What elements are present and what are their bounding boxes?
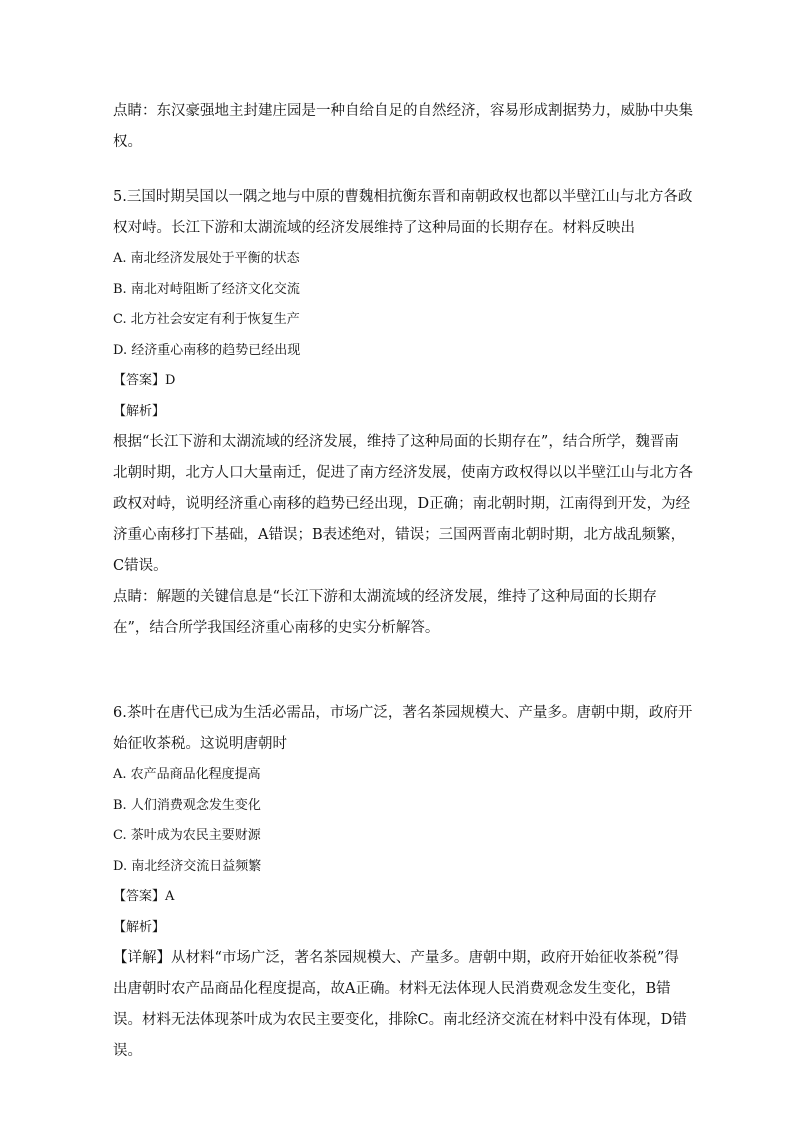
q6-analysis-label: 【解析】 (113, 919, 166, 935)
q5-option-c: C. 北方社会安定有利于恢复生产 (113, 312, 300, 327)
q6-option-c: C. 茶叶成为农民主要财源 (113, 828, 261, 843)
q5-analysis: 根据“长江下游和太湖流域的经济发展，维持了这种局面的长期存在”，结合所学，魏晋南北朝时期，北方人口大量南迁，促进了南方经济发展，使南方政权得以以半壁江山与北方各政权对峙，说明经济重心南移的趋势已经出现，D正确；南北朝时期，江南得到开发，为经济重心南移打下基础，A错误；B表述绝对，错误；三国两晋南北朝时期，北方战乱频繁，C错误。 (113, 434, 693, 574)
q6-answer (113, 882, 693, 913)
question-6 (113, 698, 693, 1067)
q5-answer (113, 366, 693, 397)
q6-option-b: B. 人们消费观念发生变化 (113, 797, 261, 813)
q6-stem: 6.茶叶在唐代已成为生活必需品，市场广泛，著名茶园规模大、产量多。唐朝中期，政府开始征收茶税。这说明唐朝时 (113, 705, 693, 752)
q5-option-b: B. 南北对峙阻断了经济文化交流 (113, 281, 300, 297)
q5-stem: 5.三国时期吴国以一隅之地与中原的曹魏相抗衡东晋和南朝政权也都以半壁江山与北方各政权对峙。长江下游和太湖流域的经济发展维持了这种局面的长期存在。材料反映出 (113, 189, 693, 236)
q6-detail: 【详解】从材料“市场广泛，著名茶园规模大、产量多。唐朝中期，政府开始征收茶税”得出唐朝时农产品商品化程度提高，故A正确。材料无法体现人民消费观念发生变化，B错误。材料无法体现茶叶成为农民主要变化，排除C。南北经济交流在材料中没有体现，D错误。 (113, 950, 687, 1059)
q6-answer-label: 【答案】 (113, 889, 166, 904)
q6-option-d: D. 南北经济交流日益频繁 (113, 858, 262, 874)
q4-comment: 点睛：东汉豪强地主封建庄园是一种自给自足的自然经济，容易形成割据势力，威胁中央集权。 (113, 103, 693, 150)
q5-answer-value: D (165, 373, 176, 388)
q5-analysis-label: 【解析】 (113, 403, 166, 419)
q5-option-d: D. 经济重心南移的趋势已经出现 (113, 342, 301, 358)
q5-comment: 点睛：解题的关键信息是“长江下游和太湖流域的经济发展，维持了这种局面的长期存在”，结合所学我国经济重心南移的史实分析解答。 (113, 589, 657, 636)
q5-option-a: A. 南北经济发展处于平衡的状态 (113, 251, 300, 266)
q6-option-a: A. 农产品商品化程度提高 (113, 767, 261, 782)
q5-answer-label: 【答案】 (113, 373, 166, 388)
document-page (113, 96, 693, 1067)
q6-answer-value: A (165, 889, 175, 904)
spacer (113, 644, 693, 698)
question-5 (113, 182, 693, 644)
spacer (113, 158, 693, 182)
